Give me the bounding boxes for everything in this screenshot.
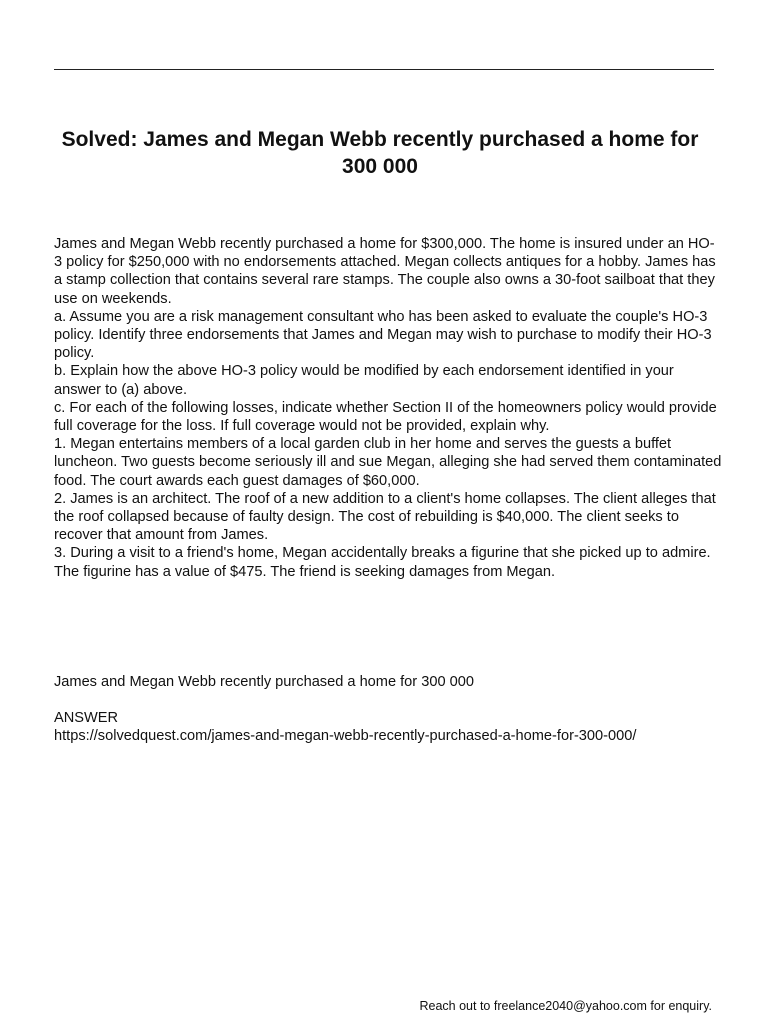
question-summary: James and Megan Webb recently purchased a home for 300 000 (54, 674, 474, 690)
answer-label: ANSWER (54, 710, 119, 726)
answer-section (54, 709, 636, 745)
header-divider (54, 69, 714, 70)
question-paragraph-a: a. Assume you are a risk management consultant who has been asked to evaluate the couple's HO-3 policy. Identify three endorsements that James and Megan may wish to purchase to modify their HO-3 policy. (54, 308, 712, 362)
question-paragraph-intro: James and Megan Webb recently purchased a home for $300,000. The home is insured under an HO-3 policy for $250,000 with no endorsements attached. Megan collects antiques for a hobby. James has a stamp collection that contains several rare stamps. The couple also owns a 30-foot sailboat that they use on weekends. (54, 236, 716, 307)
question-loss-1: 1. Megan entertains members of a local garden club in her home and serves the guests a buffet luncheon. Two guests become seriously ill and sue Megan, alleging she had served them contaminated food. The court awards each guest damages of $60,000. (54, 436, 722, 489)
question-loss-2: 2. James is an architect. The roof of a new addition to a client's home collapses. The client alleges that the roof collapsed because of faulty design. The cost of rebuilding is $40,000. The client seeks to recover that amount from James. (54, 490, 716, 544)
question-body (54, 235, 722, 581)
question-paragraph-c: c. For each of the following losses, indicate whether Section II of the homeowners policy would provide full coverage for the loss. If full coverage would not be provided, explain why. (54, 399, 717, 435)
question-loss-3: 3. During a visit to a friend's home, Megan accidentally breaks a figurine that she picked up to admire. The figurine has a value of $475. The friend is seeking damages from Megan. (54, 545, 711, 580)
page-title: Solved: James and Megan Webb recently purchased a home for 300 000 (61, 128, 699, 178)
footer-contact: Reach out to freelance2040@yahoo.com for enquiry. (419, 999, 712, 1013)
question-paragraph-b: b. Explain how the above HO-3 policy would be modified by each endorsement identified in your answer to (a) above. (54, 363, 674, 398)
answer-link[interactable]: https://solvedquest.com/james-and-megan-webb-recently-purchased-a-home-for-300-000/ (54, 728, 637, 745)
